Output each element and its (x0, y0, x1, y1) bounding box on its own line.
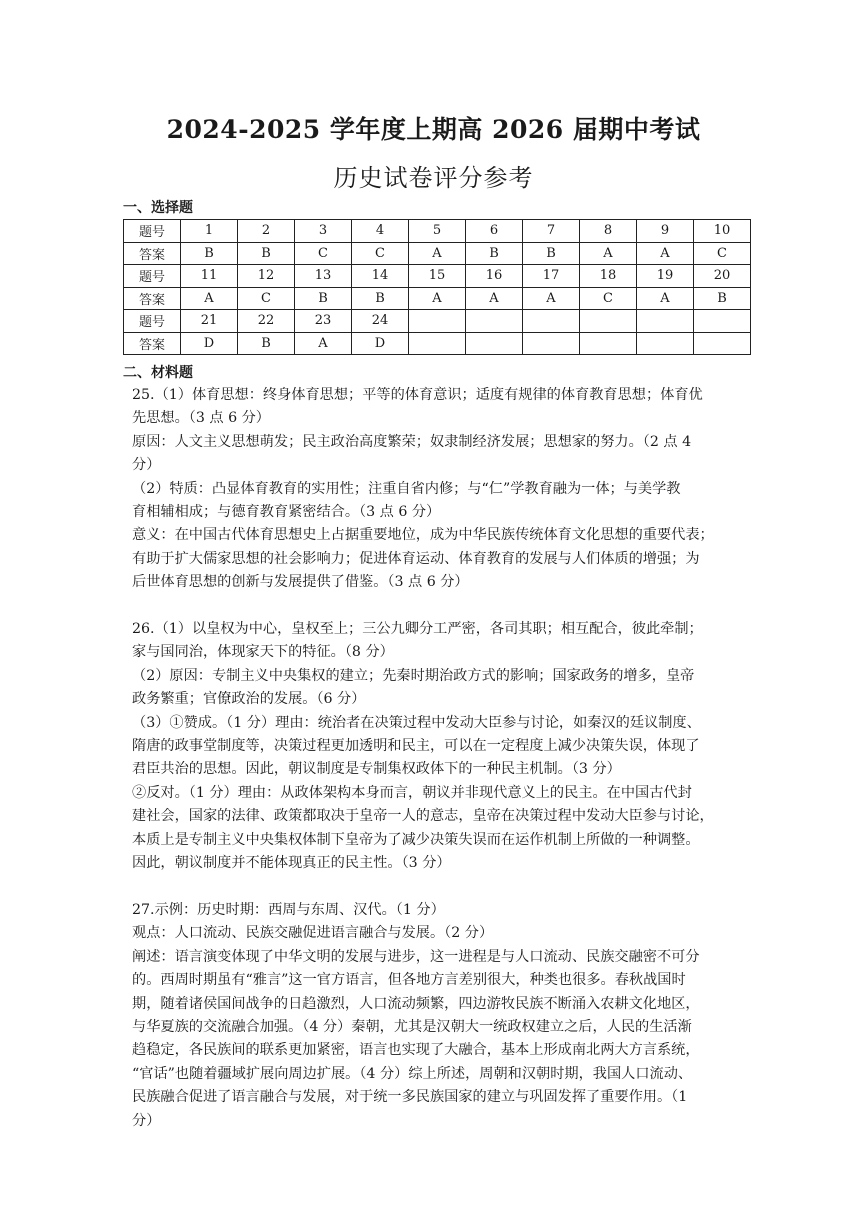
table-cell: D (181, 332, 238, 355)
table-cell: 20 (694, 265, 751, 288)
table-cell (637, 332, 694, 355)
table-cell: B (523, 242, 580, 265)
text-line: （3）①赞成。（1 分）理由：统治者在决策过程中发动大臣参与讨论，如秦汉的廷议制度、 (132, 714, 701, 731)
table-cell: 23 (295, 310, 352, 333)
table-cell: B (466, 242, 523, 265)
table-cell: C (580, 287, 637, 310)
table-cell: A (409, 242, 466, 265)
text-line: （2）特质：凸显体育教育的实用性；注重自省内修；与“仁”学教育融为一体；与美学教 (132, 480, 681, 497)
table-cell: B (238, 332, 295, 355)
text-line: 期，随着诸侯国间战争的日趋激烈，人口流动频繁，四边游牧民族不断涌入农耕文化地区， (132, 995, 700, 1012)
table-cell: 18 (580, 265, 637, 288)
table-cell: B (181, 242, 238, 265)
text-line: ②反对。（1 分）理由：从政体架构本身而言，朝议并非现代意义上的民主。在中国古代封 (132, 784, 692, 801)
text-line: 有助于扩大儒家思想的社会影响力；促进体育运动、体育教育的发展与人们体质的增强；为 (132, 550, 700, 567)
row-header-cell: 题号 (124, 310, 181, 333)
text-line: 分） (132, 457, 161, 474)
table-cell: B (694, 287, 751, 310)
text-line (132, 595, 737, 618)
text-line: （2）原因：专制主义中央集权的建立；先秦时期治政方式的影响；国家政务的增多，皇帝 (132, 667, 695, 684)
table-cell: 15 (409, 265, 466, 288)
table-cell: 8 (580, 220, 637, 243)
table-cell (466, 310, 523, 333)
table-cell: A (637, 287, 694, 310)
table-cell: B (238, 242, 295, 265)
text-line: 家与国同治，体现家天下的特征。（8 分） (132, 644, 394, 661)
text-line: 后世体育思想的创新与发展提供了借鉴。（3 点 6 分） (132, 574, 469, 591)
table-cell: A (295, 332, 352, 355)
table-cell: 5 (409, 220, 466, 243)
text-line: 本质上是专制主义中央集权体制下皇帝为了减少决策失误而在运作机制上所做的一种调整。 (132, 831, 700, 848)
text-line: “官话”也随着疆域扩展向周边扩展。（4 分）综上所述，周朝和汉朝时期，我国人口流动、 (132, 1065, 693, 1082)
table-cell (637, 310, 694, 333)
table-cell (694, 310, 751, 333)
table-cell (580, 332, 637, 355)
table-cell: C (295, 242, 352, 265)
document-subtitle: 历史试卷评分参考 (333, 164, 534, 192)
table-cell (694, 332, 751, 355)
text-line: 育相辅相成；与德育教育紧密结合。（3 点 6 分） (132, 504, 441, 521)
table-cell: 3 (295, 220, 352, 243)
row-header-cell: 题号 (124, 220, 181, 243)
table-cell: 12 (238, 265, 295, 288)
table-cell: A (466, 287, 523, 310)
table-cell: B (352, 287, 409, 310)
table-row (124, 220, 751, 243)
table-cell (466, 332, 523, 355)
text-line: 因此，朝议制度并不能体现真正的民主性。（3 分） (132, 855, 451, 872)
table-cell: 22 (238, 310, 295, 333)
table-cell: 17 (523, 265, 580, 288)
table-cell: 9 (637, 220, 694, 243)
table-row (124, 310, 751, 333)
table-cell (580, 310, 637, 333)
text-line: 27.示例：历史时期：西周与东周、汉代。（1 分） (132, 901, 445, 918)
row-header-cell: 答案 (124, 287, 181, 310)
section-heading-multiple-choice: 一、选择题 (123, 200, 193, 216)
text-line: 与华夏族的交流融合加强。（4 分）秦朝，尤其是汉朝大一统政权建立之后，人民的生活渐 (132, 1018, 692, 1035)
text-line: 26.（1）以皇权为中心，皇权至上；三公九卿分工严密，各司其职；相互配合，彼此牵制； (132, 621, 703, 638)
text-line: 政务繁重；官僚政治的发展。（6 分） (132, 691, 366, 708)
text-line: 建社会，国家的法律、政策都取决于皇帝一人的意志，皇帝在决策过程中发动大臣参与讨论， (132, 808, 714, 825)
table-cell: 4 (352, 220, 409, 243)
table-cell: 2 (238, 220, 295, 243)
table-cell: 7 (523, 220, 580, 243)
text-line: 原因：人文主义思想萌发；民主政治高度繁荣；奴隶制经济发展；思想家的努力。（2 点 4 (132, 433, 692, 450)
table-cell: 13 (295, 265, 352, 288)
row-header-cell: 答案 (124, 332, 181, 355)
table-cell: A (181, 287, 238, 310)
text-line: 民族融合促进了语言融合与发展，对于统一多民族国家的建立与巩固发挥了重要作用。（1 (132, 1089, 688, 1106)
table-cell: 10 (694, 220, 751, 243)
table-row (124, 265, 751, 288)
text-line: 先思想。（3 点 6 分） (132, 410, 270, 427)
table-cell: A (637, 242, 694, 265)
table-cell (409, 310, 466, 333)
document-title: 2024-2025 学年度上期高 2026 届期中考试 (166, 115, 701, 144)
text-line: 25.（1）体育思想：终身体育思想；平等的体育意识；适度有规律的体育教育思想；体育优 (132, 387, 703, 403)
table-cell: 21 (181, 310, 238, 333)
text-line: 君臣共治的思想。因此，朝议制度是专制集权政体下的一种民主机制。（3 分） (132, 761, 621, 778)
table-cell: C (352, 242, 409, 265)
text-line: 隋唐的政事堂制度等，决策过程更加透明和民主，可以在一定程度上减少决策失误，体现了 (132, 738, 700, 755)
table-cell: A (409, 287, 466, 310)
material-answers (132, 384, 737, 1133)
table-cell: 6 (466, 220, 523, 243)
table-cell (523, 332, 580, 355)
text-line (132, 876, 737, 899)
table-cell: 11 (181, 265, 238, 288)
section-heading-material-questions: 二、材料题 (123, 365, 193, 381)
answer-table (123, 219, 751, 355)
table-cell: 14 (352, 265, 409, 288)
text-line: 的。西周时期虽有“雅言”这一官方语言，但各地方言差别很大，种类也很多。春秋战国时 (132, 972, 686, 989)
text-line: 趋稳定，各民族间的联系更加紧密，语言也实现了大融合，基本上形成南北两大方言系统， (132, 1042, 700, 1059)
table-cell: C (238, 287, 295, 310)
table-cell: A (580, 242, 637, 265)
table-cell: C (694, 242, 751, 265)
table-cell: 19 (637, 265, 694, 288)
table-cell: 1 (181, 220, 238, 243)
table-cell: A (523, 287, 580, 310)
table-cell (523, 310, 580, 333)
table-row (124, 287, 751, 310)
text-line: 阐述：语言演变体现了中华文明的发展与进步，这一进程是与人口流动、民族交融密不可分 (132, 948, 700, 965)
text-line: 观点：人口流动、民族交融促进语言融合与发展。（2 分） (132, 925, 494, 942)
table-cell: 16 (466, 265, 523, 288)
table-row (124, 332, 751, 355)
table-cell: D (352, 332, 409, 355)
table-cell: B (295, 287, 352, 310)
row-header-cell: 题号 (124, 265, 181, 288)
table-row (124, 242, 751, 265)
table-cell (409, 332, 466, 355)
row-header-cell: 答案 (124, 242, 181, 265)
text-line: 意义：在中国古代体育思想史上占据重要地位，成为中华民族传统体育文化思想的重要代表； (132, 527, 714, 544)
text-line: 分） (132, 1112, 161, 1129)
table-cell: 24 (352, 310, 409, 333)
